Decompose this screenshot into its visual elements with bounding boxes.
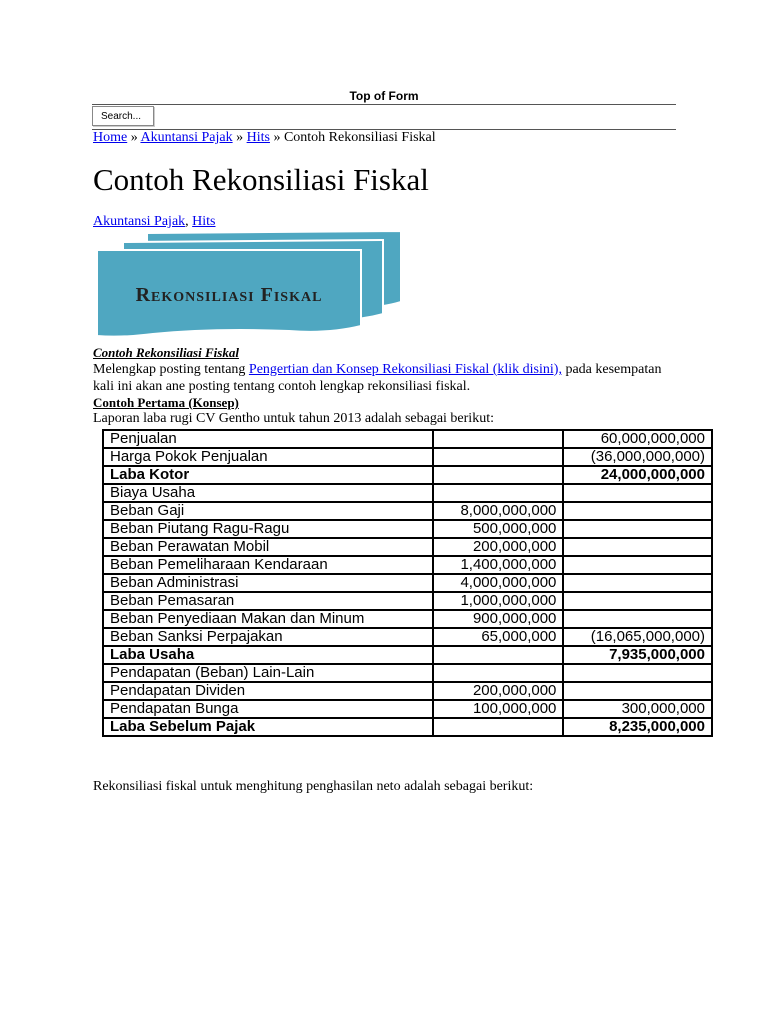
- row-total: 8,235,000,000: [563, 718, 712, 736]
- row-total: [563, 610, 712, 628]
- row-total: [563, 484, 712, 502]
- row-amount: 900,000,000: [433, 610, 564, 628]
- search-button[interactable]: Search...: [92, 106, 154, 126]
- row-total: 24,000,000,000: [563, 466, 712, 484]
- row-label: Beban Perawatan Mobil: [103, 538, 433, 556]
- breadcrumb-separator: »: [273, 130, 281, 145]
- row-label: Harga Pokok Penjualan: [103, 448, 433, 466]
- row-label: Beban Administrasi: [103, 574, 433, 592]
- breadcrumb-hits-link[interactable]: Hits: [246, 130, 270, 145]
- table-row: [103, 574, 712, 592]
- row-amount: 1,000,000,000: [433, 592, 564, 610]
- row-amount: [433, 718, 564, 736]
- breadcrumb-separator: »: [130, 130, 138, 145]
- section-heading-contoh-pertama: Contoh Pertama (Konsep): [93, 395, 239, 410]
- table-row: [103, 520, 712, 538]
- row-total: 300,000,000: [563, 700, 712, 718]
- income-statement-table: [102, 429, 713, 737]
- row-label: Beban Pemeliharaan Kendaraan: [103, 556, 433, 574]
- table-row: [103, 448, 712, 466]
- page-title: Contoh Rekonsiliasi Fiskal: [93, 162, 429, 197]
- table-row: [103, 430, 712, 448]
- row-label: Laba Kotor: [103, 466, 433, 484]
- row-total: [563, 592, 712, 610]
- row-total: 7,935,000,000: [563, 646, 712, 664]
- row-total: [563, 502, 712, 520]
- row-label: Pendapatan Dividen: [103, 682, 433, 700]
- row-amount: 1,400,000,000: [433, 556, 564, 574]
- breadcrumb-separator: »: [236, 130, 244, 145]
- table-row: [103, 664, 712, 682]
- row-label: Beban Penyediaan Makan dan Minum: [103, 610, 433, 628]
- form-title: Top of Form: [349, 89, 419, 103]
- intro-paragraph: [93, 361, 673, 395]
- lead-paragraph: Laporan laba rugi CV Gentho untuk tahun 2013 adalah sebagai berikut:: [93, 411, 494, 426]
- table-row: [103, 610, 712, 628]
- row-amount: [433, 466, 564, 484]
- category-separator: ,: [185, 214, 189, 229]
- row-amount: [433, 646, 564, 664]
- outro-paragraph: Rekonsiliasi fiskal untuk menghitung penghasilan neto adalah sebagai berikut:: [93, 779, 534, 794]
- row-total: 60,000,000,000: [563, 430, 712, 448]
- breadcrumb: [93, 130, 436, 146]
- breadcrumb-current: Contoh Rekonsiliasi Fiskal: [283, 130, 436, 145]
- category-links: [93, 214, 216, 230]
- banner-text: Rekonsiliasi Fiskal: [135, 284, 323, 306]
- row-amount: [433, 664, 564, 682]
- konsep-rekonsiliasi-link[interactable]: Pengertian dan Konsep Rekonsiliasi Fiskal (klik disini),: [248, 362, 562, 377]
- table-row: [103, 718, 712, 736]
- row-label: Laba Sebelum Pajak: [103, 718, 433, 736]
- row-label: Beban Sanksi Perpajakan: [103, 628, 433, 646]
- table-row: [103, 502, 712, 520]
- table-row: [103, 466, 712, 484]
- row-total: [563, 556, 712, 574]
- banner-image: [93, 230, 405, 342]
- row-total: (36,000,000,000): [563, 448, 712, 466]
- row-total: [563, 664, 712, 682]
- row-total: (16,065,000,000): [563, 628, 712, 646]
- row-amount: [433, 430, 564, 448]
- breadcrumb-home-link[interactable]: Home: [93, 130, 128, 145]
- table-row: [103, 592, 712, 610]
- row-label: Pendapatan (Beban) Lain-Lain: [103, 664, 433, 682]
- row-label: Laba Usaha: [103, 646, 433, 664]
- table-row: [103, 646, 712, 664]
- row-amount: [433, 448, 564, 466]
- breadcrumb-akuntansi-pajak-link[interactable]: Akuntansi Pajak: [140, 130, 233, 145]
- row-label: Biaya Usaha: [103, 484, 433, 502]
- row-label: Beban Piutang Ragu-Ragu: [103, 520, 433, 538]
- row-amount: 200,000,000: [433, 538, 564, 556]
- form-top-divider: [92, 104, 676, 105]
- table-row: [103, 700, 712, 718]
- category-akuntansi-pajak-link[interactable]: Akuntansi Pajak: [93, 214, 186, 229]
- row-amount: 100,000,000: [433, 700, 564, 718]
- table-row: [103, 628, 712, 646]
- table-row: [103, 556, 712, 574]
- row-total: [563, 538, 712, 556]
- table-row: [103, 682, 712, 700]
- row-label: Penjualan: [103, 430, 433, 448]
- row-amount: 500,000,000: [433, 520, 564, 538]
- row-amount: 65,000,000: [433, 628, 564, 646]
- row-amount: 8,000,000,000: [433, 502, 564, 520]
- row-amount: 200,000,000: [433, 682, 564, 700]
- table-row: [103, 538, 712, 556]
- row-label: Beban Gaji: [103, 502, 433, 520]
- category-hits-link[interactable]: Hits: [192, 214, 216, 229]
- row-total: [563, 520, 712, 538]
- row-total: [563, 682, 712, 700]
- row-amount: [433, 484, 564, 502]
- intro-prefix: Melengkap posting tentang: [93, 362, 249, 377]
- table-row: [103, 484, 712, 502]
- row-amount: 4,000,000,000: [433, 574, 564, 592]
- row-total: [563, 574, 712, 592]
- intro-suffix: pada kesempatan kali ini akan ane posting tentang contoh lengkap rekonsiliasi fiskal.: [93, 362, 662, 394]
- section-heading-contoh: Contoh Rekonsiliasi Fiskal: [93, 345, 239, 360]
- row-label: Pendapatan Bunga: [103, 700, 433, 718]
- row-label: Beban Pemasaran: [103, 592, 433, 610]
